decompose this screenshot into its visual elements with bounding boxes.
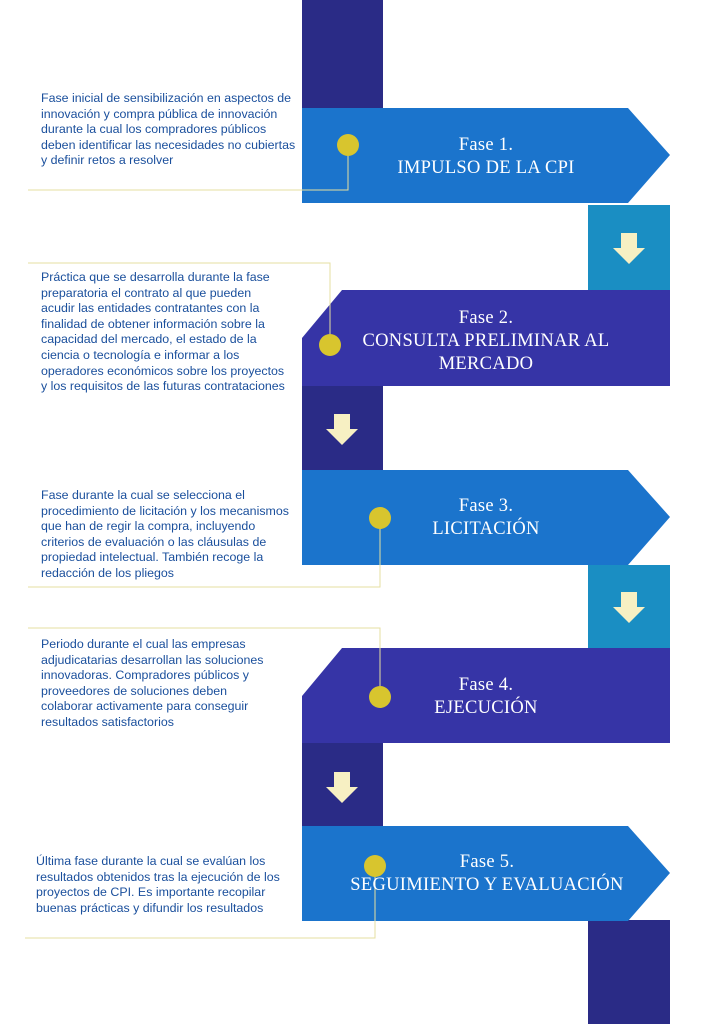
phase-3-title [380,495,592,541]
phase-4-number: Fase 4. [458,675,514,695]
phase-2-title [350,307,622,376]
phase-2-dot [319,334,341,356]
phase-4-description: Periodo durante el cual las empresas adjudicatarias desarrollan las soluciones innovadoras. Compradores públicos y proveedores de soluciones deben colaborar activamente para conseguir resultados satisfactorios [41,637,264,729]
phase-2-description: Práctica que se desarrolla durante la fase preparatoria el contrato al que pueden acudir las entidades contratantes con la finalidad de obtener información sobre la capacidad del mercado, el estado de la ciencia o tecnología e informar a los operadores económicos sobre los proyectos y los requisitos de las futuras contrataciones [41,270,285,394]
phase-1-dot [337,134,359,156]
top-connector [302,0,383,110]
phase-4-title [380,674,592,720]
phase-4-name: EJECUCIÓN [434,698,538,718]
phase-3-number: Fase 3. [458,496,514,516]
phase-1-description: Fase inicial de sensibilización en aspectos de innovación y compra pública de innovación durante la cual los compradores públicos deben identificar las necesidades no cubiertas y definir retos a resolver [41,91,296,168]
phase-5-number: Fase 5. [459,852,515,872]
bottom-connector [588,920,670,1024]
phase-1-title [368,134,604,180]
phase-5-name: SEGUIMIENTO Y EVALUACIÓN [350,875,624,895]
phase-5-title [334,851,640,897]
phase-2-name: CONSULTA PRELIMINAR AL MERCADO [362,331,610,374]
phase-3-name: LICITACIÓN [432,519,540,539]
phase-1-name: IMPULSO DE LA CPI [397,158,575,178]
phase-1-number: Fase 1. [458,135,514,155]
phase-2-number: Fase 2. [458,308,514,328]
phase-3-description: Fase durante la cual se selecciona el procedimiento de licitación y los mecanismos que han de regir la compra, incluyendo criterios de evaluación o las cláusulas de propiedad intelectual. También recoge la redacción de los pliegos [41,488,289,580]
phase-5-description: Última fase durante la cual se evalúan los resultados obtenidos tras la ejecución de los proyectos de CPI. Es importante recopilar buenas prácticas y difundir los resultados [36,854,280,915]
